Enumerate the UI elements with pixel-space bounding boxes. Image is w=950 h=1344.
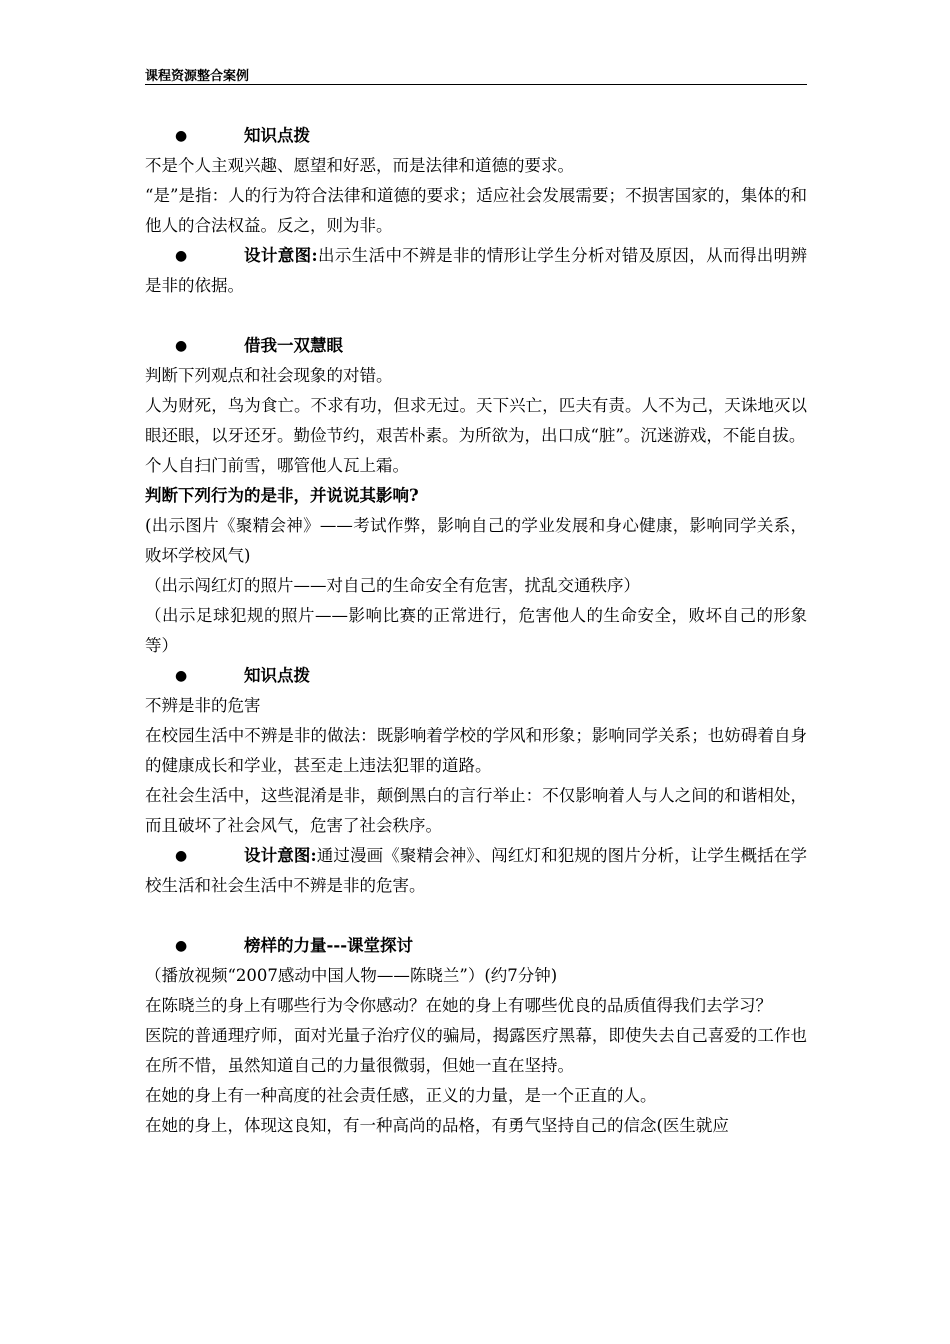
page-header <box>145 62 807 85</box>
question-line: 判断下列行为的是非，并说说其影响? <box>145 486 419 505</box>
design-intent-label: 设计意图: <box>244 846 317 865</box>
bullet-heading-role-model <box>145 931 807 961</box>
design-intent-label: 设计意图: <box>244 246 318 265</box>
paragraph: 人为财死，鸟为食亡。不求有功，但求无过。天下兴亡，匹夫有责。人不为己，天诛地灭以眼还眼，以牙还牙。勤俭节约，艰苦朴素。为所欲为，出口成“脏”。沉迷游戏，不能自拔。 <box>145 396 807 445</box>
paragraph: 判断下列观点和社会现象的对错。 <box>145 366 393 385</box>
header-title: 课程资源整合案例 <box>145 69 250 84</box>
paragraph: （出示足球犯规的照片——影响比赛的正常进行，危害他人的生命安全，败坏自己的形象等） <box>145 606 807 655</box>
bullet-icon: ● <box>175 668 188 684</box>
bullet-icon: ● <box>175 848 188 864</box>
paragraph: 个人自扫门前雪，哪管他人瓦上霜。 <box>145 456 409 475</box>
paragraph: 在社会生活中，这些混淆是非，颠倒黑白的言行举止：不仅影响着人与人之间的和谐相处，而且破坏了社会风气，危害了社会秩序。 <box>145 786 807 835</box>
section-heading: 知识点拨 <box>244 666 310 685</box>
paragraph: 不辨是非的危害 <box>145 696 261 715</box>
design-intent-text: 通过漫画《聚精会神》、闯红灯和犯规的图片分析，让学生概括在学校生活和社会生活中不辨是非的危害。 <box>145 846 808 895</box>
section-heading: 借我一双慧眼 <box>244 336 343 355</box>
paragraph: 在陈晓兰的身上有哪些行为令你感动？在她的身上有哪些优良的品质值得我们去学习？ <box>145 996 772 1015</box>
bullet-icon: ● <box>175 938 188 954</box>
paragraph: “是”是指：人的行为符合法律和道德的要求；适应社会发展需要；不损害国家的，集体的和他人的合法权益。反之，则为非。 <box>145 186 807 235</box>
paragraph: 不是个人主观兴趣、愿望和好恶，而是法律和道德的要求。 <box>145 156 574 175</box>
section-heading: 榜样的力量---课堂探讨 <box>244 936 414 955</box>
bullet-heading-knowledge-1 <box>145 121 807 151</box>
bullet-icon: ● <box>175 128 188 144</box>
bullet-icon: ● <box>175 338 188 354</box>
paragraph: （出示闯红灯的照片——对自己的生命安全有危害，扰乱交通秩序） <box>145 576 640 595</box>
design-intent-2 <box>145 841 807 901</box>
bullet-heading-eyes <box>145 331 807 361</box>
paragraph: (出示图片《聚精会神》——考试作弊，影响自己的学业发展和身心健康，影响同学关系，败坏学校风气) <box>145 516 807 565</box>
design-intent-1 <box>145 241 807 301</box>
paragraph: 在她的身上，体现这良知，有一种高尚的品格，有勇气坚持自己的信念(医生就应 <box>145 1116 729 1135</box>
bullet-heading-knowledge-2 <box>145 661 807 691</box>
paragraph: 在她的身上有一种高度的社会责任感，正义的力量，是一个正直的人。 <box>145 1086 657 1105</box>
section-heading: 知识点拨 <box>244 126 310 145</box>
paragraph: 医院的普通理疗师，面对光量子治疗仪的骗局，揭露医疗黑幕，即使失去自己喜爱的工作也在所不惜，虽然知道自己的力量很微弱，但她一直在坚持。 <box>145 1026 807 1075</box>
paragraph: （播放视频“2007感动中国人物——陈晓兰”）(约7分钟) <box>145 966 558 985</box>
paragraph: 在校园生活中不辨是非的做法：既影响着学校的学风和形象；影响同学关系；也妨碍着自身的健康成长和学业，甚至走上违法犯罪的道路。 <box>145 726 807 775</box>
document-body <box>145 121 807 1141</box>
design-intent-text: 出示生活中不辨是非的情形让学生分析对错及原因，从而得出明辨是非的依据。 <box>145 246 808 295</box>
bullet-icon: ● <box>175 248 188 264</box>
